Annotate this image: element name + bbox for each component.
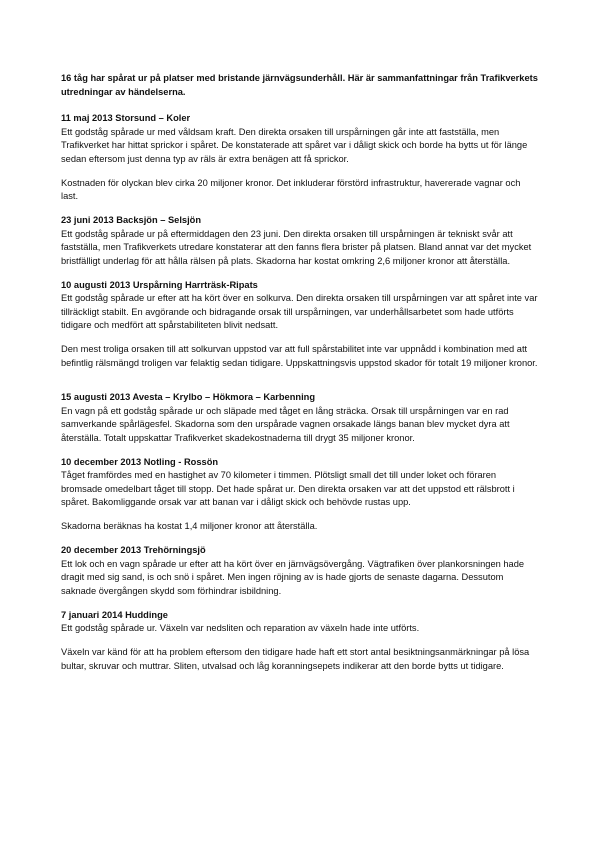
incident-paragraph: Tåget framfördes med en hastighet av 70 kilometer i timmen. Plötsligt small det till under loket och föraren bromsade omedelbart tåget till stopp. Det hade spårat ur. Den direkta orsaken var att det uppstod ett rälsbrott i spåret. Bakomliggande orsak var att banan var i dåligt skick och behövde rustas upp. — [61, 470, 515, 507]
incident-trehorningsjo — [61, 544, 539, 598]
incident-paragraph: Ett godståg spårade ur efter att ha kört över en solkurva. Den direkta orsaken till urspårningen var att spåret inte var tillräckligt stabilt. En avgörande och bidragande orsak till urspårningen, var underhållsarbetet som hade utförts tidigare och medfört att spårstabiliteten blivit nedsatt. — [61, 293, 538, 330]
incident-avesta-karbenning — [61, 391, 539, 445]
incident-heading: 11 maj 2013 Storsund – Koler — [61, 113, 191, 123]
incident-paragraph: Ett godståg spårade ur. Växeln var nedsliten och reparation av växeln hade inte utförts. — [61, 623, 420, 633]
incident-paragraph: Skadorna beräknas ha kostat 1,4 miljoner kronor att återställa. — [61, 521, 318, 531]
incident-heading: 10 augusti 2013 Urspårning Harrträsk-Ripats — [61, 279, 258, 290]
incident-harrtrask-ripats — [61, 279, 539, 371]
incident-huddinge — [61, 609, 539, 674]
incident-paragraph: Ett godståg spårade ur med våldsam kraft. Den direkta orsaken till urspårningen går inte att fastställa, men Trafikverket har hittat sprickor i spåret. De konstaterade att spåret var i dåligt skick och borde ha bytts ut för länge sedan eftersom just denna typ av räls är extra benägen att få sprickor. — [61, 126, 528, 164]
incident-heading: 20 december 2013 Trehörningsjö — [61, 545, 206, 555]
incident-heading: 7 januari 2014 Huddinge — [61, 609, 168, 620]
incident-paragraph: En vagn på ett godståg spårade ur och släpade med tåget en lång sträcka. Orsak till urspårningen var en rad samverkande spårlägesfel. Skadorna som den urspårade vagnen orsakade längs banan blev mycket dyra att återställa. Totalt uppskattar Trafikverket skadekostnaderna till drygt 35 miljoner kronor. — [61, 405, 510, 443]
incident-backsjon-selsjon — [61, 214, 539, 268]
incident-paragraph: Kostnaden för olyckan blev cirka 20 miljoner kronor. Det inkluderar förstörd infrastruktur, havererade vagnar och last. — [61, 177, 521, 201]
incident-heading: 23 juni 2013 Backsjön – Selsjön — [61, 215, 202, 225]
incident-storsund-koler — [61, 112, 539, 204]
incident-paragraph: Ett godståg spårade ur på eftermiddagen den 23 juni. Den direkta orsaken till urspårningen är tekniskt svår att fastställa, men Trafikverkets utredare konstaterar att den fanns flera brister på platsen. Bland annat var det mycket bristfälligt underlag för att hålla rälsen på plats. Skadorna har kostat omkring 2,6 miljoner kronor att återställa. — [61, 228, 532, 266]
incident-paragraph: Den mest troliga orsaken till att solkurvan uppstod var att full spårstabilitet inte var uppnådd i kombination med att befintlig rälsmängd troligen var felaktig sedan tidigare. Uppskattningsvis uppstod skador för totalt 19 miljoner kronor. — [61, 344, 538, 368]
intro-paragraph: 16 tåg har spårat ur på platser med bristande järnvägsunderhåll. Här är sammanfattningar från Trafikverkets utredningar av händelserna. — [61, 73, 538, 97]
incident-heading: 10 december 2013 Notling - Rossön — [61, 456, 219, 467]
incident-paragraph: Växeln var känd för att ha problem eftersom den tidigare hade haft ett stort antal besiktningsanmärkningar på lösa bultar, skruvar och muttrar. Sliten, utvalsad och låg koranningsepets indikerar att den borde bytts ut tidigare. — [61, 647, 530, 671]
incident-paragraph: Ett lok och en vagn spårade ur efter att ha kört över en järnvägsövergång. Vägtrafiken över plankorsningen hade dragit med sig sand, is och snö i spåret. Men ingen röjning av is hade gjorts de senaste dagarna. Dessutom saknade övergången skydd som förhindrar isbildning. — [61, 558, 525, 596]
incident-notling-rosson — [61, 456, 539, 534]
incident-heading: 15 augusti 2013 Avesta – Krylbo – Hökmora – Karbenning — [61, 392, 316, 402]
document-body — [61, 72, 539, 684]
